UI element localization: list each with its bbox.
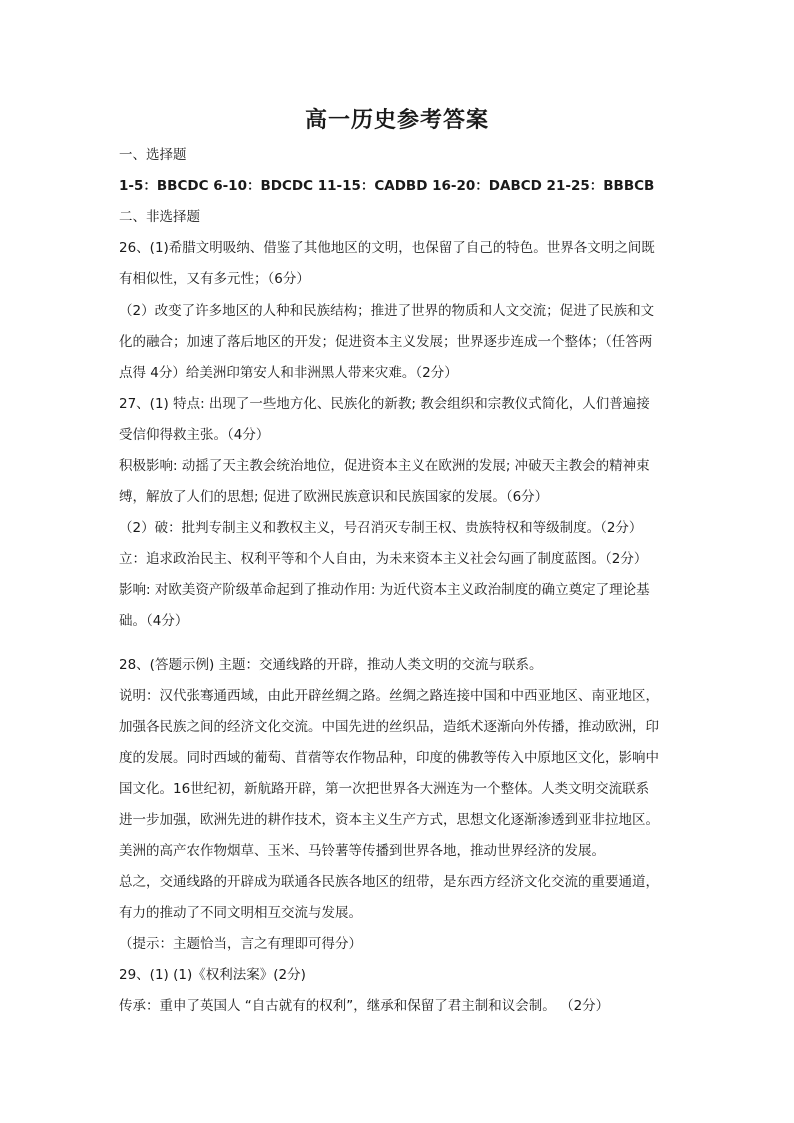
answer-line: 传承：重申了英国人 “自古就有的权利”，继承和保留了君主制和议会制。 （2分） (119, 998, 610, 1014)
answer-line: 进一步加强，欧洲先进的耕作技术，资本主义生产方式，思想文化逐渐渗透到亚非拉地区。 (119, 812, 659, 828)
answer-line: 度的发展。同时西域的葡萄、苜蓿等农作物品种，印度的佛教等传入中原地区文化，影响中 (119, 750, 659, 766)
answer-line: 础。（4分） (119, 613, 189, 629)
answer-line: 29、(1) (1)《权利法案》(2分) (119, 967, 306, 983)
section-heading-choice: 一、选择题 (119, 147, 187, 163)
answer-line: 加强各民族之间的经济文化交流。中国先进的丝织品，造纸术逐渐向外传播，推动欧洲，印 (119, 719, 659, 735)
answer-line: （提示：主题恰当，言之有理即可得分） (119, 936, 362, 952)
choice-answers: 1-5：BBCDC 6-10：BDCDC 11-15：CADBD 16-20：DABCD 21-25：BBBCB (119, 178, 655, 194)
answer-line: 受信仰得救主张。（4分） (119, 427, 270, 443)
answer-line: 27、(1) 特点: 出现了一些地方化、民族化的新教; 教会组织和宗教仪式简化，人们普遍接 (119, 396, 650, 412)
answer-line: 立：追求政治民主、权利平等和个人自由，为未来资本主义社会勾画了制度蓝图。（2分） (119, 551, 648, 567)
answer-line: 28、(答题示例) 主题：交通线路的开辟，推动人类文明的交流与联系。 (119, 657, 543, 673)
answer-line: 国文化。16世纪初，新航路开辟，第一次把世界各大洲连为一个整体。人类文明交流联系 (119, 781, 650, 797)
answer-line: 26、(1)希腊文明吸纳、借鉴了其他地区的文明，也保留了自己的特色。世界各文明之间既 (119, 240, 655, 256)
answer-line: 积极影响: 动摇了天主教会统治地位，促进资本主义在欧洲的发展; 冲破天主教会的精神束 (119, 458, 650, 474)
answer-line: 有力的推动了不同文明相互交流与发展。 (119, 905, 362, 921)
answer-line: （2）改变了许多地区的人种和民族结构；推进了世界的物质和人文交流；促进了民族和文 (119, 303, 655, 319)
answer-line: 说明：汉代张骞通西域，由此开辟丝绸之路。丝绸之路连接中国和中西亚地区、南亚地区， (119, 688, 659, 704)
answer-line: 美洲的高产农作物烟草、玉米、马铃薯等传播到世界各地，推动世界经济的发展。 (119, 843, 605, 859)
answer-line: 化的融合；加速了落后地区的开发；促进资本主义发展；世界逐步连成一个整体；（任答两 (119, 334, 653, 350)
answer-line: （2）破：批判专制主义和教权主义，号召消灭专制王权、贵族特权和等级制度。（2分） (119, 520, 643, 536)
answer-line: 总之，交通线路的开辟成为联通各民族各地区的纽带，是东西方经济文化交流的重要通道， (119, 874, 659, 890)
answer-line: 缚，解放了人们的思想; 促进了欧洲民族意识和民族国家的发展。（6分） (119, 489, 549, 505)
page-title: 高一历史参考答案 (304, 107, 489, 133)
answer-line: 影响: 对欧美资产阶级革命起到了推动作用: 为近代资本主义政治制度的确立奠定了理论基 (119, 582, 650, 598)
answer-line: 点得 4分）给美洲印第安人和非洲黑人带来灾难。（2分） (119, 365, 458, 381)
section-heading-nonchoice: 二、非选择题 (119, 209, 200, 225)
answer-line: 有相似性，又有多元性；（6分） (119, 271, 310, 287)
